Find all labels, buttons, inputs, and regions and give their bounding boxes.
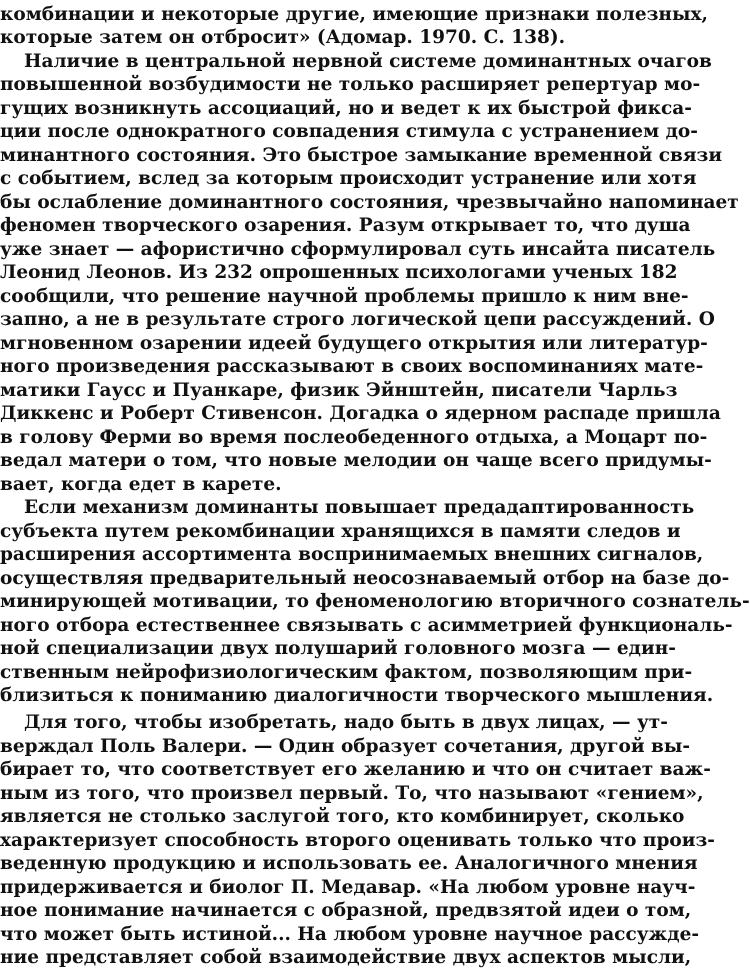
text-line: сообщили, что решение научной проблемы пришло к ним вне- bbox=[0, 286, 689, 307]
text-line: что может быть истиной... На любом уровне научное рассужде- bbox=[0, 924, 700, 945]
text-line: Для того, чтобы изобретать, надо быть в двух лицах, — ут- bbox=[24, 712, 668, 733]
text-line: субъекта путем рекомбинации хранящихся в памяти следов и bbox=[0, 521, 681, 542]
text-line: вает, когда едет в карете. bbox=[0, 474, 282, 495]
text-line: характеризует способность второго оценивать только что произ- bbox=[0, 830, 715, 851]
text-line: которые затем он отбросит» (Адомар. 1970. С. 138). bbox=[0, 27, 566, 48]
text-line: ведал матери о том, что новые мелодии он чаще всего придумы- bbox=[0, 450, 712, 471]
text-line: ного произведения рассказывают в своих воспоминаниях мате- bbox=[0, 356, 704, 377]
text-line: расширения ассортимента воспринимаемых внешних сигналов, bbox=[0, 544, 704, 565]
text-line: бирает то, что соответствует его желанию и что он считает важ- bbox=[0, 759, 711, 780]
text-line: веденную продукцию и использовать ее. Аналогичного мнения bbox=[0, 853, 698, 874]
text-line: феномен творческого озарения. Разум открывает то, что душа bbox=[0, 215, 691, 236]
text-line: уже знает — афористично сформулировал суть инсайта писатель bbox=[0, 239, 716, 260]
text-line: Если механизм доминанты повышает предадаптированность bbox=[24, 497, 695, 518]
text-line: осуществляя предварительный неосознаваемый отбор на базе до- bbox=[0, 568, 730, 589]
text-line: минантного состояния. Это быстрое замыкание временной связи bbox=[0, 145, 723, 166]
text-line: ственным нейрофизиологическим фактом, позволяющим при- bbox=[0, 662, 693, 683]
text-line: ное понимание начинается с образной, предвзятой идеи о том, bbox=[0, 900, 692, 921]
text-line: близиться к пониманию диалогичности творческого мышления. bbox=[0, 685, 714, 706]
text-line: с событием, вслед за которым происходит устранение или хотя bbox=[0, 168, 697, 189]
text-line: верждал Поль Валери. — Один образует сочетания, другой вы- bbox=[0, 736, 691, 757]
text-line: повышенной возбудимости не только расширяет репертуар мо- bbox=[0, 74, 701, 95]
text-line: минирующей мотивации, то феноменологию вторичного сознатель- bbox=[0, 591, 750, 612]
text-line: ного отбора естественнее связывать с асимметрией функциональ- bbox=[0, 615, 733, 636]
text-line: ции после однократного совпадения стимула с устранением до- bbox=[0, 121, 698, 142]
text-line: Наличие в центральной нервной системе доминантных очагов bbox=[24, 51, 712, 72]
text-line: комбинации и некоторые другие, имеющие признаки полезных, bbox=[0, 4, 708, 25]
text-line: Леонид Леонов. Из 232 опрошенных психологами ученых 182 bbox=[0, 262, 678, 283]
text-line: мгновенном озарении идеей будущего открытия или литератур- bbox=[0, 333, 708, 354]
text-line: ной специализации двух полушарий головного мозга — един- bbox=[0, 638, 676, 659]
text-line: является не столько заслугой того, кто комбинирует, сколько bbox=[0, 806, 685, 827]
text-line: в голову Ферми во время послеобеденного отдыха, а Моцарт по- bbox=[0, 427, 708, 448]
text-line: Диккенс и Роберт Стивенсон. Догадка о ядерном распаде пришла bbox=[0, 403, 721, 424]
text-line: ние представляет собой взаимодействие двух аспектов мысли, bbox=[0, 947, 692, 968]
text-line: матики Гаусс и Пуанкаре, физик Эйнштейн, писатели Чарльз bbox=[0, 380, 678, 401]
text-line: бы ослабление доминантного состояния, чрезвычайно напоминает bbox=[0, 192, 739, 213]
text-line: запно, а не в результате строго логической цепи рассуждений. О bbox=[0, 309, 715, 330]
text-line: гущих возникнуть ассоциаций, но и ведет к их быстрой фикса- bbox=[0, 98, 692, 119]
text-line: придерживается и биолог П. Медавар. «На любом уровне науч- bbox=[0, 877, 696, 898]
text-line: ным из того, что произвел первый. То, что называют «гением», bbox=[0, 783, 704, 804]
